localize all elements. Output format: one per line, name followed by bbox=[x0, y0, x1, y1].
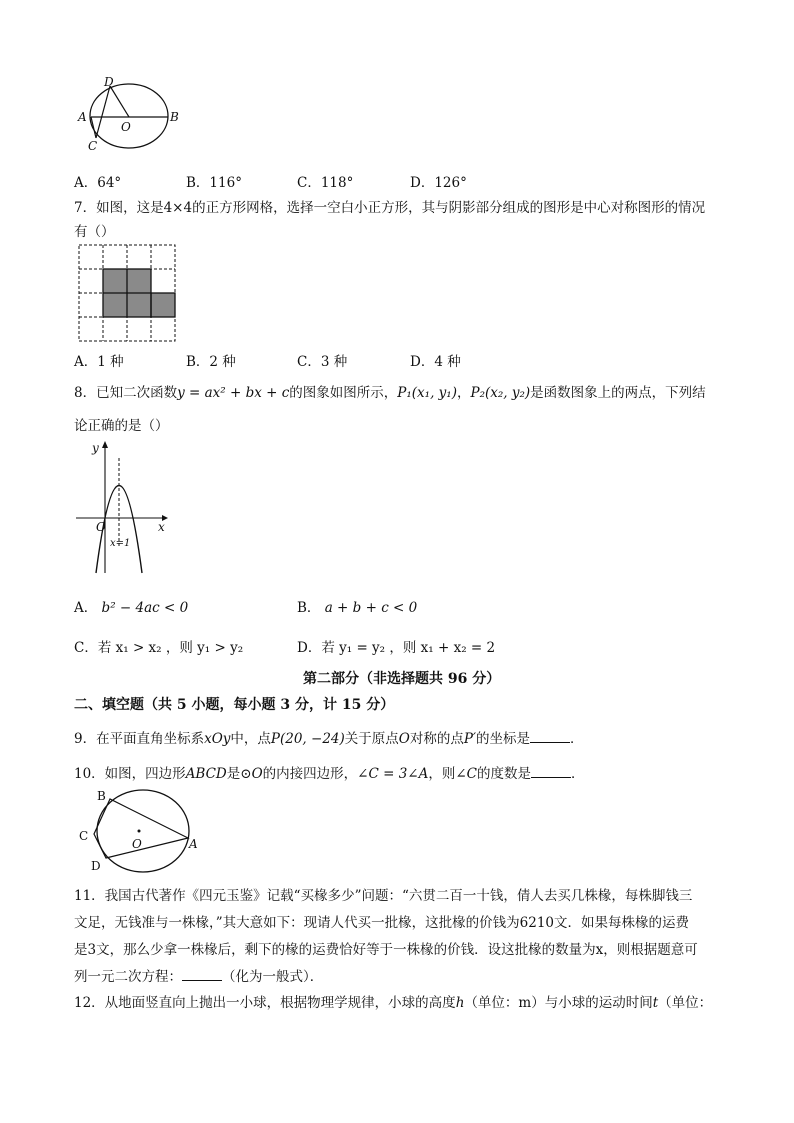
q11-stem-line4 bbox=[74, 965, 323, 985]
option-text: 64° bbox=[97, 175, 122, 191]
q9-answer-blank[interactable] bbox=[530, 730, 570, 743]
q7-stem-line2: 有（） bbox=[74, 224, 115, 240]
q8-point-p1: P₁(x₁, y₁) bbox=[397, 385, 457, 401]
q10-quadrilateral: ABCD bbox=[185, 766, 227, 782]
q9-coord-system: xOy bbox=[204, 731, 231, 747]
q7-option-b bbox=[186, 350, 236, 370]
option-letter: A． bbox=[74, 175, 98, 191]
q10-text: ． bbox=[571, 766, 585, 782]
part2-title: 第二部分（非选择题共 96 分） bbox=[303, 671, 501, 687]
q9-text: ． bbox=[570, 731, 584, 747]
q8-label-o: O bbox=[96, 520, 106, 534]
q7-shaded-cell bbox=[151, 293, 175, 317]
q6-label-c: C bbox=[88, 139, 98, 153]
q8-text: 8．已知二次函数 bbox=[74, 385, 178, 401]
q6-chord-dc bbox=[96, 86, 110, 138]
q10-stem bbox=[74, 762, 585, 782]
q8-point-p2: P₂(x₂, y₂) bbox=[470, 385, 531, 401]
q6-option-b bbox=[186, 171, 242, 191]
option-letter: B． bbox=[297, 600, 321, 616]
option-text: 126° bbox=[434, 175, 467, 191]
q10-circle-figure bbox=[76, 786, 206, 876]
q7-shaded-cell bbox=[103, 293, 127, 317]
q6-option-a bbox=[74, 171, 121, 191]
q12-stem-line1 bbox=[74, 991, 712, 1011]
q8-label-axis: x=1 bbox=[110, 538, 131, 549]
q10-text: 的内接四边形， bbox=[262, 766, 358, 782]
q10-center-point bbox=[138, 830, 141, 833]
q6-circle-figure bbox=[74, 76, 184, 156]
option-text: b² − 4ac < 0 bbox=[101, 600, 189, 616]
q10-label-c: C bbox=[79, 829, 89, 843]
option-text: 4 种 bbox=[434, 354, 461, 370]
q10-text: 10．如图，四边形 bbox=[74, 766, 186, 782]
q9-point-prime: P′ bbox=[463, 731, 477, 747]
option-text: 2 种 bbox=[209, 354, 236, 370]
q9-stem bbox=[74, 727, 584, 747]
q10-text: 是⊙ bbox=[226, 766, 252, 782]
q8-parabola-figure bbox=[76, 438, 176, 578]
q7-option-a bbox=[74, 350, 124, 370]
q10-answer-blank[interactable] bbox=[531, 765, 571, 778]
q9-text: 中，点 bbox=[230, 731, 271, 747]
option-text: 118° bbox=[320, 175, 354, 191]
q6-label-d: D bbox=[104, 75, 114, 89]
option-letter: D． bbox=[410, 354, 435, 370]
option-text: 1 种 bbox=[97, 354, 124, 370]
q11-stem-line2: 文足，无钱准与一株椽，”其大意如下：现请人代买一批椽，这批椽的价钱为6210文．如果每株椽的运费 bbox=[74, 915, 690, 931]
option-text: 若 x₁ > x₂ ，则 y₁ > y₂ bbox=[97, 640, 244, 656]
q6-label-o: O bbox=[121, 120, 131, 134]
q8-option-b bbox=[297, 596, 417, 616]
q7-shaded-cell bbox=[127, 269, 151, 293]
q8-text: ， bbox=[456, 385, 471, 401]
q12-text: （单位：m）与小球的运动时间 bbox=[464, 995, 653, 1011]
option-text: 3 种 bbox=[320, 354, 348, 370]
option-letter: C． bbox=[297, 175, 321, 191]
q10-label-b: B bbox=[97, 789, 106, 803]
q6-label-b: B bbox=[170, 110, 179, 124]
q10-angle: ∠C bbox=[455, 766, 477, 782]
q12-var-t: t bbox=[652, 995, 659, 1011]
q12-text: （单位： bbox=[658, 995, 713, 1011]
q10-label-o: O bbox=[132, 837, 142, 851]
q10-condition: ∠C = 3∠A bbox=[357, 766, 429, 782]
q9-origin: O bbox=[398, 731, 410, 747]
option-letter: C． bbox=[74, 640, 98, 656]
option-letter: B． bbox=[186, 175, 210, 191]
q10-text: 的度数是 bbox=[477, 766, 531, 782]
q6-chord-ac bbox=[91, 117, 96, 138]
q11-text: （化为一般式）． bbox=[222, 969, 324, 985]
option-letter: D． bbox=[410, 175, 435, 191]
q8-stem-line1 bbox=[74, 381, 706, 401]
q7-grid-figure bbox=[79, 245, 179, 341]
q7-option-d bbox=[410, 350, 461, 370]
q11-stem-line1: 11．我国古代著作《四元玉鉴》记载“买椽多少”问题：“六贯二百一十钱，倩人去买几株椽，每株脚钱三 bbox=[74, 888, 693, 904]
section-fill-in-title: 二、填空题（共 5 小题，每小题 3 分，计 15 分） bbox=[74, 697, 395, 713]
q6-option-d bbox=[410, 171, 467, 191]
q12-text: 12．从地面竖直向上抛出一小球，根据物理学规律，小球的高度 bbox=[74, 995, 456, 1011]
q9-text: 的坐标是 bbox=[476, 731, 531, 747]
option-letter: A． bbox=[74, 600, 98, 616]
option-letter: B． bbox=[186, 354, 210, 370]
q8-option-a bbox=[74, 596, 188, 616]
q6-chord-do bbox=[110, 86, 129, 117]
option-text: 若 y₁ = y₂ ，则 x₁ + x₂ = 2 bbox=[321, 640, 496, 656]
q11-answer-blank[interactable] bbox=[182, 968, 222, 981]
q8-text: 的图象如图所示， bbox=[289, 385, 398, 401]
q10-label-a: A bbox=[189, 837, 198, 851]
q8-text: 是函数图象上的两点，下列结 bbox=[530, 385, 706, 401]
q9-text: 关于原点 bbox=[344, 731, 399, 747]
q9-point: P(20, −24) bbox=[270, 731, 345, 747]
option-letter: A． bbox=[74, 354, 98, 370]
q11-text: 列一元二次方程： bbox=[74, 969, 182, 985]
q6-option-c bbox=[297, 171, 353, 191]
q9-text: 9．在平面直角坐标系 bbox=[74, 731, 205, 747]
q8-option-c bbox=[74, 636, 243, 656]
q8-function: y = ax² + bx + c bbox=[177, 385, 290, 401]
q9-text: 对称的点 bbox=[409, 731, 464, 747]
q10-label-d: D bbox=[91, 859, 101, 873]
q6-label-a: A bbox=[78, 110, 87, 124]
option-text: 116° bbox=[209, 175, 242, 191]
q7-option-c bbox=[297, 350, 347, 370]
q8-option-d bbox=[297, 636, 495, 656]
q12-var-h: h bbox=[455, 995, 465, 1011]
q10-text: ，则 bbox=[428, 766, 456, 782]
option-text: a + b + c < 0 bbox=[324, 600, 418, 616]
q8-y-arrow bbox=[102, 441, 108, 448]
q7-stem-line1: 7．如图，这是4×4的正方形网格，选择一空白小正方形，其与阴影部分组成的图形是中心对称图形的情况 bbox=[74, 200, 706, 216]
q10-circle-o: O bbox=[251, 766, 263, 782]
q7-shaded-cell bbox=[127, 293, 151, 317]
q11-stem-line3: 是3文，那么少拿一株椽后，剩下的椽的运费恰好等于一株椽的价钱．设这批椽的数量为x，则根据题意可 bbox=[74, 942, 698, 958]
q8-stem-line2: 论正确的是（） bbox=[74, 418, 169, 434]
q8-label-y: y bbox=[92, 441, 99, 455]
q7-shaded-cell bbox=[103, 269, 127, 293]
option-letter: D． bbox=[297, 640, 322, 656]
q8-label-x: x bbox=[158, 520, 165, 534]
option-letter: C． bbox=[297, 354, 321, 370]
